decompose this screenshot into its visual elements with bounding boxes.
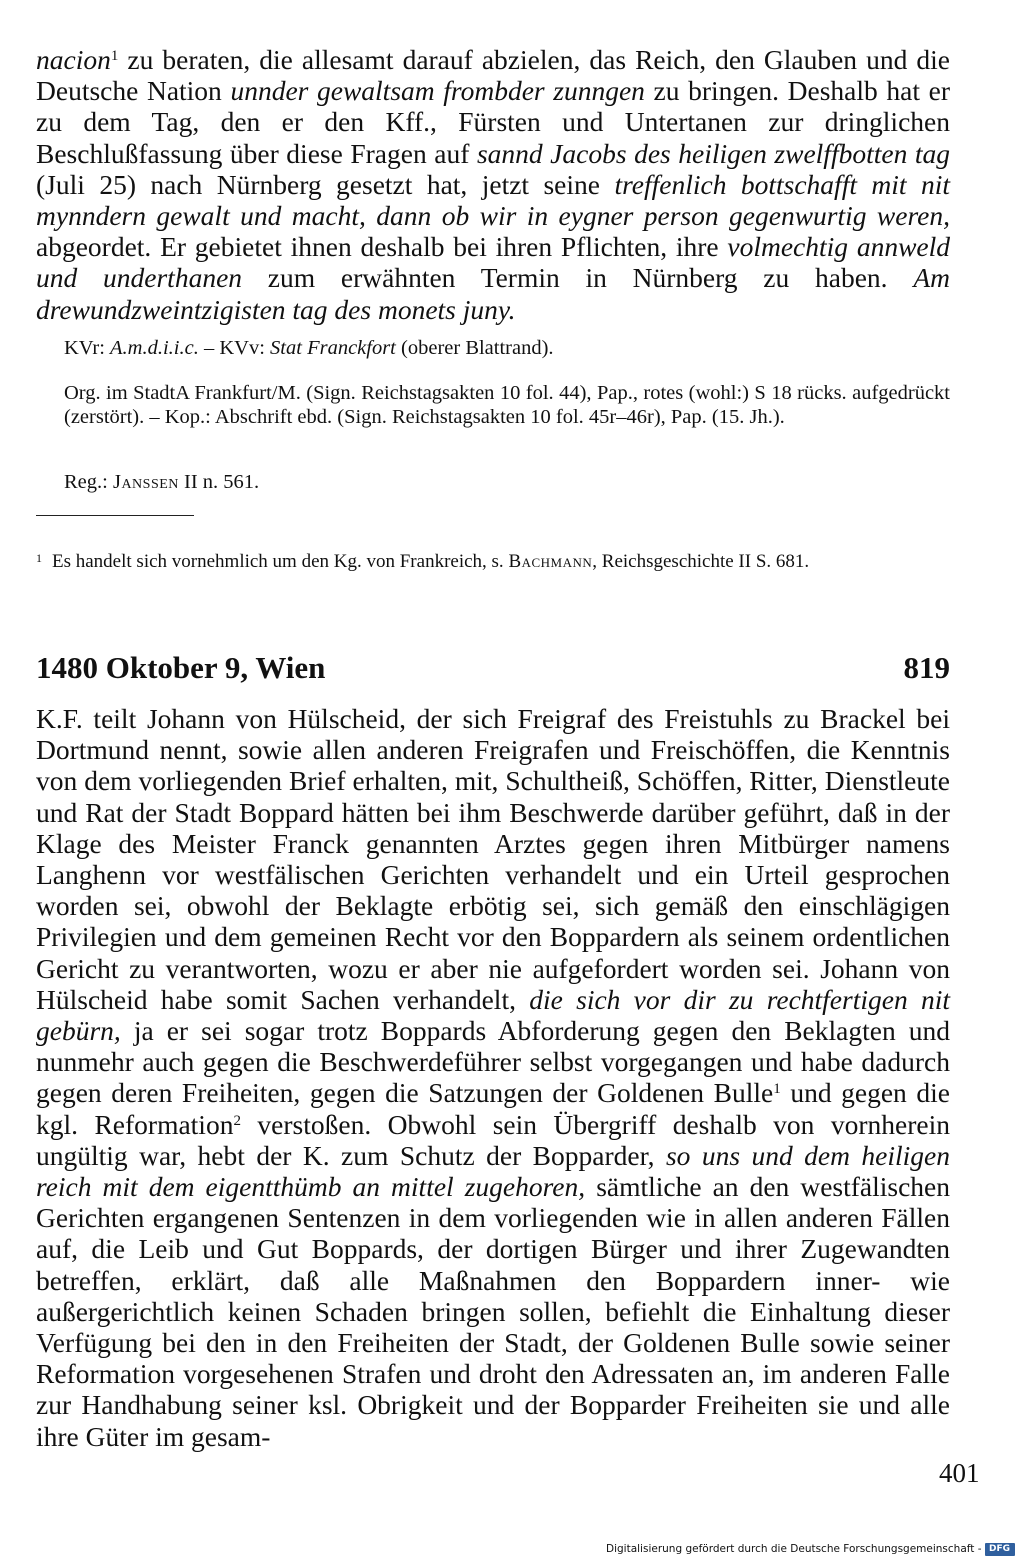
top-text-5: abgeordet. Er gebietet ihnen deshalb bei ihren Pflichten, ihre [36,231,719,263]
top-text-1: zu beraten, die allesamt darauf abzielen, das Reich, den Glauben und die [127,44,950,75]
italic-volmechtig: volmechtig annweld und underthanen [36,231,951,294]
reg-author: Janssen [112,471,179,493]
kvr-label: KVr: [64,337,105,359]
kv-line [64,336,554,360]
top-text-3: zu bringen. Deshalb hat er zu dem Tag, den er den Kff., Fürsten und Untertanen zur dringlichen Beschlußfassung über diese Fragen auf [36,75,950,169]
kvv-text: Stat Franckfort [270,337,396,359]
entry-body [36,703,950,1452]
entry-date-place: 1480 Oktober 9, Wien [36,650,326,685]
italic-nacion: nacion [36,44,111,75]
italic-treffenlich: treffenlich bottschafft mit nit mynndern gewalt und macht, dann ob wir in eygner person gegenwurtig weren, [36,168,950,232]
source-note: Org. im StadtA Frankfurt/M. (Sign. Reichstagsakten 10 fol. 44), Pap., rotes (wohl:) S 18 rücks. aufgedrückt (zerstört). – Kop.: Abschrift ebd. (Sign. Reichstagsakten 10 fol. 45r–46r), Pap. (15. Jh.). [64,382,950,428]
footnote-text-before: Es handelt sich vornehmlich um den Kg. von Frankreich, s. [52,551,504,572]
kvr-text: A.m.d.i.i.c. [110,337,199,359]
italic-sannd: sannd Jacobs des heiligen zwelffbotten tag [476,137,951,169]
dfg-credit [606,1542,1015,1556]
page-number: 401 [939,1458,980,1488]
reg-label: Reg.: [64,471,108,493]
body-part-5: sämtliche an den westfälischen Gerichten ergangenen Sentenzen in dem vorliegenden wie in allen anderen Fällen auf, die Leib und Gut Boppards, der dortigen Bürger und ihrer Zugewandten betreffen, erklärt, daß alle Maßnahmen den Boppardern inner- wie außergerichtlich keinen Schaden bringen sollen, befiehlt die Einhaltung dieser Verfügung bei den in den Freiheiten der Stadt, der Goldenen Bulle sowie seiner Reformation vorgesehenen Strafen und droht den Adressaten an, im anderen Falle zur Handhabung seiner ksl. Obrigkeit und der Bopparder Freiheiten sie und alle ihre Güter im gesam- [36,1171,950,1452]
dfg-credit-text: Digitalisierung gefördert durch die Deutsche Forschungsgemeinschaft - [606,1543,982,1555]
top-text-4: (Juli 25) nach Nürnberg gesetzt hat, jetzt seine [36,168,600,200]
body-italic-1: die sich vor dir zu rechtfertigen nit gebürn, [36,983,951,1047]
dfg-logo: DFG [985,1543,1015,1556]
top-paragraph [36,44,950,325]
reg-ref: II n. 561. [184,471,260,493]
footnote-text-after: , Reichsgeschichte II S. 681. [592,551,810,572]
footnote-author: Bachmann [508,551,593,572]
footnote-divider [36,515,194,516]
footnote-mark: 1 [36,551,42,565]
footnote-ref: 1 [110,48,119,64]
kv-separator: – KVv: [203,337,265,359]
footnote [36,547,809,573]
body-part-3: und gegen die kgl. Reformation [36,1077,950,1140]
top-text-2: Deutsche Nation [36,75,222,107]
italic-unnder: unnder gewaltsam frombder zunngen [230,75,645,107]
kv-note: (oberer Blattrand). [401,337,554,359]
body-italic-2: so uns und dem heiligen reich mit dem eigentthümb an mittel zugehoren, [36,1139,951,1203]
entry-number: 819 [903,650,950,685]
body-part-2: ja er sei sogar trotz Boppards Abforderung gegen den Beklagten und nunmehr auch gegen die Beschwerdeführer selbst vorgegangen und habe dadurch gegen deren Freiheiten, gegen die Satzungen der Goldenen Bulle [36,1015,950,1109]
entry-heading [36,648,950,688]
regest-line [64,470,259,494]
body-footnote-ref-1: 1 [773,1081,781,1098]
body-part-1: K.F. teilt Johann von Hülscheid, der sich Freigraf des Freistuhls zu Brackel bei Dortmund nennt, sowie allen anderen Freigrafen und Freischöffen, die Kenntnis von dem vorliegenden Brief erhalten, mit, Schultheiß, Schöffen, Ritter, Dienstleute und Rat der Stadt Boppard hätten bei ihm Beschwerde darüber geführt, daß in der Klage des Meister Franck genannten Arztes gegen ihren Mitbürger namens Langhenn vor westfälischen Gerichten verhandelt und ein Urteil gesprochen worden sei, obwohl der Beklagte erbötig sei, sich gemäß den einschlägigen Privilegien und dem gemeinen Recht vor den Boppardern als seinem ordentlichen Gericht zu verantworten, wozu er aber nie aufgefordert worden sei. Johann von Hülscheid habe somit Sachen verhandelt, [36,703,950,1015]
italic-date-clause: Am drewundzweintzigisten tag des monets juny. [36,262,950,325]
top-text-6: zum erwähnten Termin in Nürnberg zu haben. [267,262,888,294]
body-footnote-ref-2: 2 [233,1112,241,1129]
body-part-4: verstoßen. Obwohl sein Übergriff deshalb von vornherein ungültig war, hebt der K. zum Schutz der Bopparder, [36,1108,950,1171]
